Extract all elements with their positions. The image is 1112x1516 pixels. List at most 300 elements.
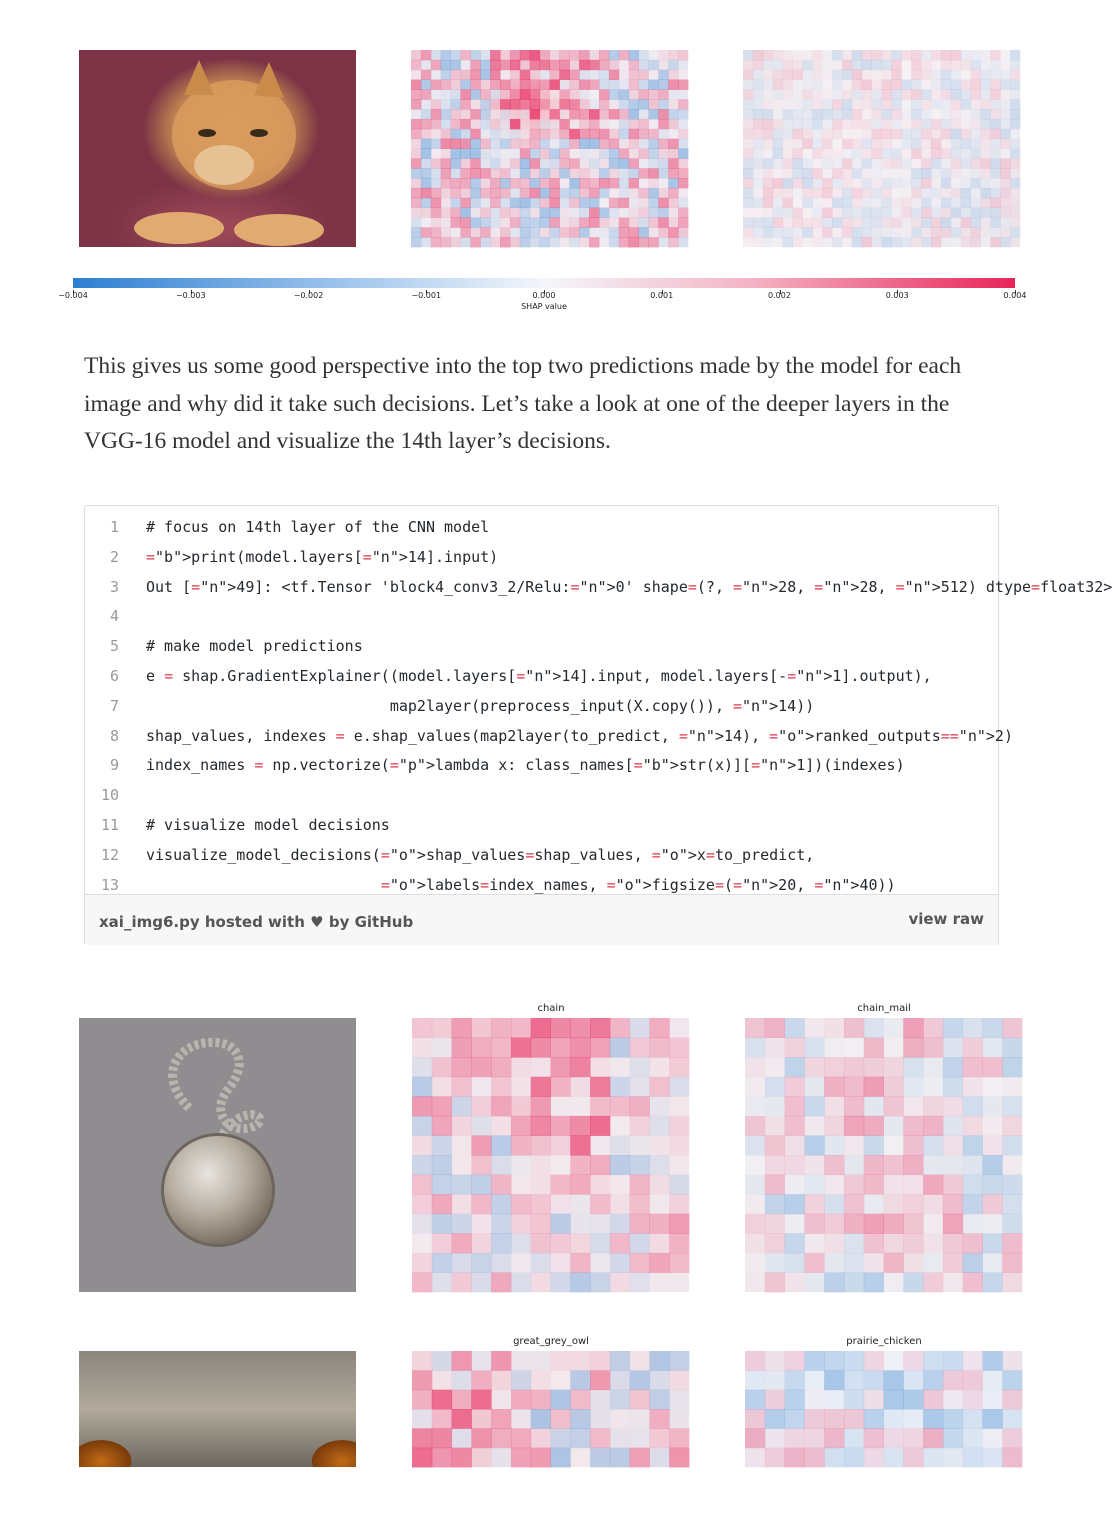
heatmap-cell [923, 1096, 943, 1116]
heatmap-cell [609, 139, 619, 149]
heatmap-cell [648, 168, 658, 178]
heatmap-cell [471, 1194, 491, 1214]
heatmap-cell [884, 1253, 904, 1273]
heatmap-cell [785, 1077, 805, 1097]
heatmap-cell [842, 227, 852, 237]
heatmap-cell [745, 1214, 765, 1234]
heatmap-cell [792, 139, 802, 149]
heatmap-cell [639, 109, 649, 119]
heatmap-cell [471, 1077, 491, 1097]
heatmap-cell [753, 60, 763, 70]
heatmap-cell [669, 1233, 689, 1253]
heatmap-cell [980, 80, 990, 90]
heatmap-cell [589, 149, 599, 159]
heatmap-cell [610, 1135, 630, 1155]
heatmap-cell [941, 129, 951, 139]
heatmap-cell [432, 1038, 452, 1058]
heatmap-cell [1000, 50, 1010, 60]
heatmap-cell [891, 237, 901, 247]
heatmap-cell [452, 1116, 472, 1136]
heatmap-cell [551, 1390, 571, 1410]
heatmap-cell [569, 227, 579, 237]
heatmap-cell [763, 89, 773, 99]
colorbar-tick-label: 0.002 [768, 291, 791, 300]
heatmap-cell [783, 198, 793, 208]
heatmap-cell [903, 1370, 923, 1390]
heatmap-cell [882, 70, 892, 80]
heatmap-cell [785, 1038, 805, 1058]
heatmap-cell [668, 227, 678, 237]
heatmap-cell [884, 1135, 904, 1155]
heatmap-cell [550, 89, 560, 99]
heatmap-cell [530, 178, 540, 188]
heatmap-cell [411, 237, 421, 247]
heatmap-cell [471, 1057, 491, 1077]
heatmap-cell [903, 1116, 923, 1136]
heatmap-cell [520, 109, 530, 119]
heatmap-cell [1002, 1390, 1022, 1410]
heatmap-cell [500, 198, 510, 208]
heatmap-cell [431, 227, 441, 237]
heatmap-cell [421, 139, 431, 149]
heatmap-cell [570, 1038, 590, 1058]
heatmap-cell [500, 119, 510, 129]
heatmap-cell [610, 1116, 630, 1136]
heatmap-cell [903, 1038, 923, 1058]
heatmap-cell [832, 168, 842, 178]
heatmap-cell [540, 139, 550, 149]
heatmap-cell [872, 168, 882, 178]
heatmap-cell [842, 80, 852, 90]
heatmap-cell [599, 80, 609, 90]
heatmap-cell [842, 109, 852, 119]
heatmap-cell [963, 1390, 983, 1410]
heatmap-cell [812, 60, 822, 70]
view-raw-link[interactable]: view raw [908, 910, 984, 928]
heatmap-cell [551, 1096, 571, 1116]
heatmap-cell [630, 1155, 650, 1175]
heatmap-cell [743, 198, 753, 208]
heatmap-cell [763, 217, 773, 227]
heatmap-cell [649, 1409, 669, 1429]
heatmap-cell [923, 1409, 943, 1429]
heatmap-cell [530, 168, 540, 178]
heatmap-cell [901, 158, 911, 168]
heatmap-cell [773, 178, 783, 188]
heatmap-cell [609, 99, 619, 109]
heatmap-cell [530, 188, 540, 198]
heatmap-cell [931, 208, 941, 218]
heatmap-cell [852, 89, 862, 99]
heatmap-cell [963, 1057, 983, 1077]
heatmap-cell [511, 1038, 531, 1058]
heatmap-cell [590, 1448, 610, 1468]
github-link[interactable]: by GitHub [328, 913, 414, 931]
heatmap-cell [765, 1428, 785, 1448]
heatmap-cell [743, 149, 753, 159]
heatmap-cell [421, 178, 431, 188]
heatmap-cell [421, 89, 431, 99]
heatmap-cell [619, 60, 629, 70]
heatmap-cell [792, 119, 802, 129]
heatmap-cell [451, 99, 461, 109]
heatmap-cell [470, 70, 480, 80]
heatmap-cell [412, 1194, 432, 1214]
heatmap-cell [579, 109, 589, 119]
heatmap-cell [510, 80, 520, 90]
heatmap-cell [491, 1233, 511, 1253]
heatmap-cell [802, 60, 812, 70]
heatmap-cell [678, 119, 688, 129]
heatmap-cell [570, 1077, 590, 1097]
heatmap-cell [832, 139, 842, 149]
heatmap-cell [470, 80, 480, 90]
heatmap-cell [812, 70, 822, 80]
heatmap-cell [590, 1038, 610, 1058]
heatmap-cell [792, 109, 802, 119]
heatmap-cell [951, 178, 961, 188]
heatmap-cell [804, 1214, 824, 1234]
heatmap-cell [923, 1370, 943, 1390]
heatmap-cell [802, 188, 812, 198]
heatmap-cell [941, 89, 951, 99]
heatmap-cell [668, 188, 678, 198]
heatmap-cell [822, 237, 832, 247]
colorbar-tick-label: −0.001 [411, 291, 442, 300]
heatmap-cell [921, 178, 931, 188]
heatmap-cell [903, 1135, 923, 1155]
heatmap-cell [649, 1370, 669, 1390]
heatmap-cell [610, 1214, 630, 1234]
heatmap-cell [884, 1214, 904, 1234]
heatmap-cell [842, 178, 852, 188]
heatmap-cell [531, 1057, 551, 1077]
heatmap-cell [520, 80, 530, 90]
heatmap-cell [520, 237, 530, 247]
heatmap-cell [609, 60, 619, 70]
heatmap-cell [891, 50, 901, 60]
heatmap-cell [745, 1390, 765, 1410]
heatmap-cell [765, 1233, 785, 1253]
heatmap-cell [753, 217, 763, 227]
heatmap-cell [990, 89, 1000, 99]
heatmap-cell [824, 1194, 844, 1214]
heatmap-cell [931, 80, 941, 90]
heatmap-cell [862, 237, 872, 247]
heatmap-cell [511, 1214, 531, 1234]
heatmap-cell [753, 139, 763, 149]
heatmap-cell [1000, 149, 1010, 159]
heatmap-cell [590, 1233, 610, 1253]
heatmap-cell [551, 1175, 571, 1195]
heatmap-cell [629, 80, 639, 90]
heatmap-cell [872, 60, 882, 70]
heatmap-cell [470, 168, 480, 178]
heatmap-cell [451, 188, 461, 198]
heatmap-cell [649, 1077, 669, 1097]
heatmap-cell [579, 198, 589, 208]
heatmap-cell [630, 1038, 650, 1058]
heatmap-cell [460, 208, 470, 218]
heatmap-cell [982, 1253, 1002, 1273]
heatmap-cell [609, 188, 619, 198]
heart-icon: ♥ [310, 913, 324, 931]
heatmap-cell [842, 89, 852, 99]
heatmap-cell [500, 227, 510, 237]
heatmap-cell [639, 89, 649, 99]
heatmap-cell [550, 60, 560, 70]
heatmap-cell [1002, 1214, 1022, 1234]
heatmap-cell [963, 1018, 983, 1038]
heatmap-cell [619, 70, 629, 80]
heatmap-cell [862, 139, 872, 149]
heatmap-cell [842, 237, 852, 247]
heatmap-cell [590, 1409, 610, 1429]
heatmap-cell [658, 139, 668, 149]
gist-hosted-text: hosted with [204, 913, 305, 931]
heatmap-cell [599, 99, 609, 109]
heatmap-cell [911, 139, 921, 149]
heatmap-cell [852, 139, 862, 149]
heatmap-cell [963, 1272, 983, 1292]
heatmap-cell [872, 89, 882, 99]
heatmap-cell [852, 80, 862, 90]
heatmap-cell [844, 1096, 864, 1116]
heatmap-cell [844, 1194, 864, 1214]
heatmap-cell [971, 198, 981, 208]
heatmap-cell [921, 227, 931, 237]
heatmap-cell [832, 227, 842, 237]
heatmap-cell [911, 208, 921, 218]
gist-file-link[interactable]: xai_img6.py [99, 913, 200, 931]
heatmap-cell [931, 198, 941, 208]
heatmap-cell [852, 178, 862, 188]
heatmap-cell [599, 178, 609, 188]
heatmap-cell [783, 158, 793, 168]
heatmap-cell [668, 168, 678, 178]
heatmap-cell [511, 1272, 531, 1292]
heatmap-cell [570, 1175, 590, 1195]
heatmap-cell [590, 1370, 610, 1390]
heatmap-cell [559, 89, 569, 99]
heatmap-cell [824, 1018, 844, 1038]
heatmap-cell [980, 139, 990, 149]
heatmap-cell [520, 129, 530, 139]
heatmap-cell [550, 237, 560, 247]
heatmap-cell [590, 1096, 610, 1116]
heatmap-cell [941, 178, 951, 188]
heatmap-cell [1002, 1428, 1022, 1448]
heatmap-cell [963, 1409, 983, 1429]
heatmap-cell [852, 109, 862, 119]
heatmap-cell [500, 80, 510, 90]
heatmap-cell [460, 168, 470, 178]
heatmap-cell [648, 70, 658, 80]
heatmap-cell [441, 188, 451, 198]
heatmap-cell [1010, 217, 1020, 227]
heatmap-cell [411, 188, 421, 198]
heatmap-cell [629, 99, 639, 109]
heatmap-cell [941, 217, 951, 227]
heatmap-cell [639, 70, 649, 80]
heatmap-cell [822, 178, 832, 188]
heatmap-cell [844, 1135, 864, 1155]
line-number: 11 [100, 816, 119, 834]
heatmap-cell [678, 139, 688, 149]
heatmap-cell [743, 119, 753, 129]
heatmap-cell [579, 119, 589, 129]
heatmap-cell [609, 89, 619, 99]
heatmap-cell [470, 89, 480, 99]
heatmap-cell [982, 1272, 1002, 1292]
heatmap-cell [931, 237, 941, 247]
heatmap-cell [500, 89, 510, 99]
heatmap-cell [842, 158, 852, 168]
heatmap-cell [510, 217, 520, 227]
heatmap-cell [971, 99, 981, 109]
heatmap-cell [471, 1233, 491, 1253]
heatmap-cell [963, 1214, 983, 1234]
heatmap-cell [530, 227, 540, 237]
heatmap-cell [451, 60, 461, 70]
heatmap-cell [559, 109, 569, 119]
heatmap-cell [783, 80, 793, 90]
heatmap-cell [951, 89, 961, 99]
heatmap-cell [531, 1409, 551, 1429]
heatmap-cell [432, 1155, 452, 1175]
cat-shap-heatmap-1 [411, 50, 688, 247]
heatmap-cell [864, 1351, 884, 1371]
heatmap-cell [639, 217, 649, 227]
heatmap-cell [599, 227, 609, 237]
heatmap-cell [431, 80, 441, 90]
heatmap-cell [668, 109, 678, 119]
heatmap-cell [824, 1116, 844, 1136]
heatmap-cell [619, 129, 629, 139]
heatmap-cell [639, 139, 649, 149]
heatmap-cell [669, 1428, 689, 1448]
heatmap-cell [610, 1175, 630, 1195]
heatmap-cell [982, 1194, 1002, 1214]
heatmap-cell [609, 109, 619, 119]
heatmap-cell [480, 109, 490, 119]
heatmap-cell [1002, 1018, 1022, 1038]
heatmap-cell [882, 99, 892, 109]
heatmap-cell [431, 89, 441, 99]
heatmap-cell [619, 217, 629, 227]
heatmap-cell [971, 149, 981, 159]
heatmap-cell [911, 70, 921, 80]
heatmap-cell [1010, 208, 1020, 218]
heatmap-cell [550, 129, 560, 139]
heatmap-cell [411, 89, 421, 99]
heatmap-cell [648, 89, 658, 99]
heatmap-cell [911, 227, 921, 237]
heatmap-cell [471, 1390, 491, 1410]
heatmap-cell [951, 119, 961, 129]
heatmap-cell [520, 208, 530, 218]
heatmap-cell [619, 99, 629, 109]
heatmap-cell [884, 1096, 904, 1116]
heatmap-cell [773, 217, 783, 227]
heatmap-cell [864, 1448, 884, 1468]
heatmap-cell [619, 188, 629, 198]
heatmap-cell [590, 1428, 610, 1448]
heatmap-cell [412, 1096, 432, 1116]
heatmap-cell [530, 99, 540, 109]
heatmap-cell [911, 129, 921, 139]
heatmap-cell [669, 1096, 689, 1116]
heatmap-cell [832, 129, 842, 139]
heatmap-cell [864, 1135, 884, 1155]
heatmap-cell [579, 178, 589, 188]
heatmap-cell [743, 109, 753, 119]
heatmap-cell [812, 227, 822, 237]
heatmap-cell [658, 158, 668, 168]
heatmap-cell [1000, 158, 1010, 168]
heatmap-cell [753, 129, 763, 139]
heatmap-cell [832, 60, 842, 70]
heatmap-cell [844, 1409, 864, 1429]
heatmap-cell [648, 80, 658, 90]
heatmap-cell [802, 99, 812, 109]
heatmap-cell [982, 1214, 1002, 1234]
heatmap-cell [783, 99, 793, 109]
heatmap-cell [785, 1214, 805, 1234]
heatmap-cell [668, 139, 678, 149]
heatmap-cell [460, 158, 470, 168]
heatmap-cell [599, 149, 609, 159]
heatmap-cell [619, 119, 629, 129]
gist-meta [99, 913, 413, 931]
heatmap-cell [678, 109, 688, 119]
heatmap-cell [648, 158, 658, 168]
heatmap-cell [579, 208, 589, 218]
heatmap-cell [1002, 1370, 1022, 1390]
heatmap-cell [658, 119, 668, 129]
pocket-watch [164, 1136, 272, 1244]
heatmap-cell [648, 109, 658, 119]
heatmap-cell [619, 208, 629, 218]
heatmap-cell [648, 227, 658, 237]
heatmap-cell [1010, 129, 1020, 139]
heatmap-cell [452, 1370, 472, 1390]
heatmap-cell [891, 129, 901, 139]
heatmap-cell [441, 139, 451, 149]
heatmap-cell [1010, 178, 1020, 188]
heatmap-cell [510, 198, 520, 208]
heatmap-cell [951, 149, 961, 159]
heatmap-cell [963, 1370, 983, 1390]
heatmap-cell [480, 178, 490, 188]
heatmap-cell [619, 149, 629, 159]
heatmap-cell [669, 1135, 689, 1155]
heatmap-cell [903, 1018, 923, 1038]
code-text: ="o">labels=index_names, ="o">figsize=(="n">20, ="n">40)) [380, 875, 896, 894]
heatmap-cell [452, 1448, 472, 1468]
heatmap-cell [832, 109, 842, 119]
heatmap-cell [610, 1096, 630, 1116]
heatmap-cell [862, 99, 872, 109]
heatmap-cell [559, 237, 569, 247]
heatmap-cell [980, 119, 990, 129]
heatmap-cell [931, 70, 941, 80]
heatmap-cell [1000, 227, 1010, 237]
heatmap-cell [753, 237, 763, 247]
heatmap-cell [629, 178, 639, 188]
heatmap-cell [540, 227, 550, 237]
heatmap-cell [432, 1096, 452, 1116]
